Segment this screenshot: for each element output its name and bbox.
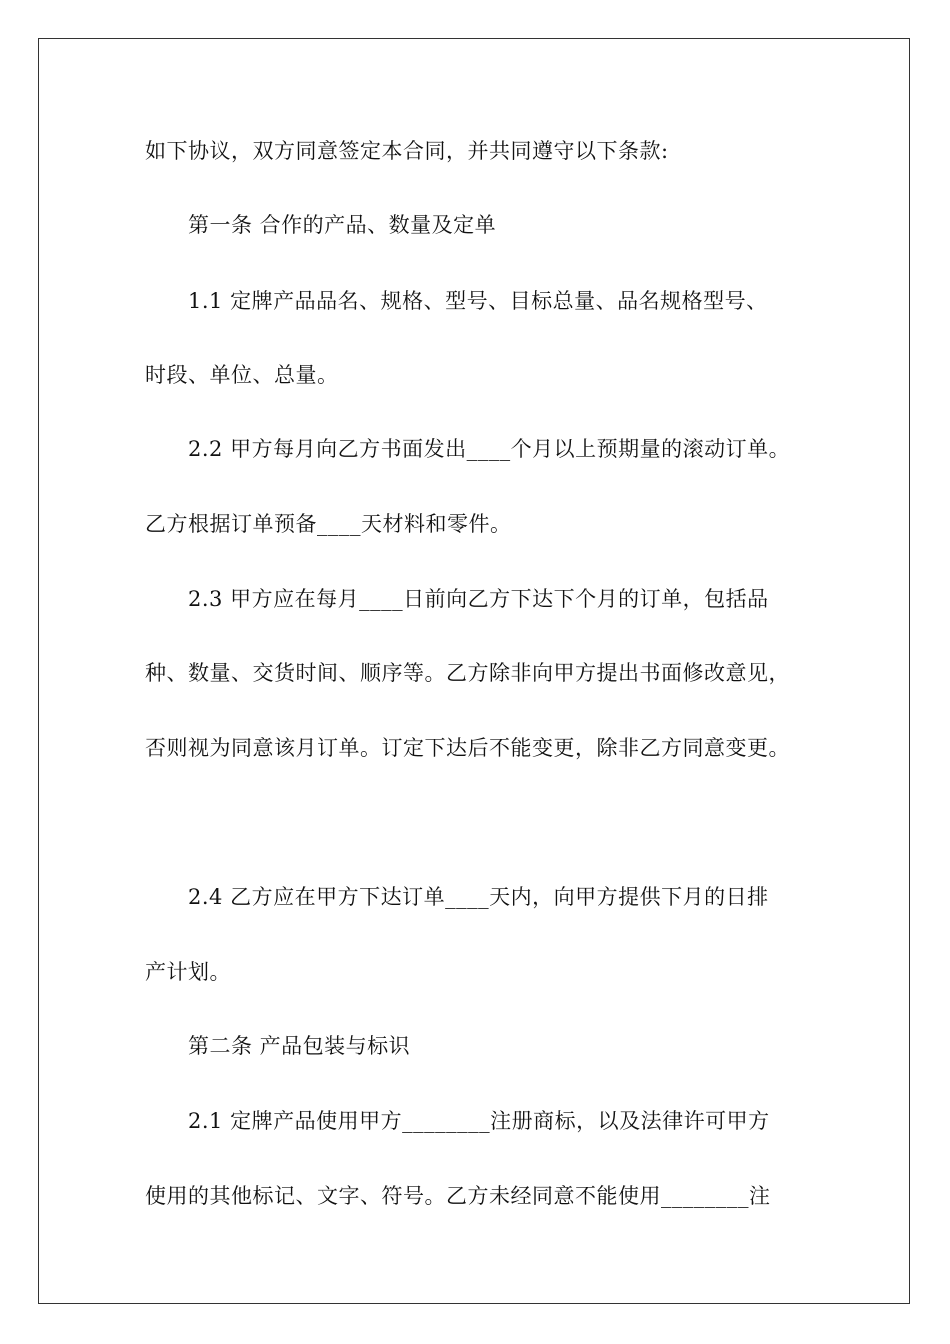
text-line-intro: 如下协议，双方同意签定本合同，并共同遵守以下条款:	[145, 139, 669, 163]
clause-2-2: 2.2 甲方每月向乙方书面发出____个月以上预期量的滚动订单。	[188, 437, 791, 461]
clause-2-3-cont-1: 种、数量、交货时间、顺序等。乙方除非向甲方提出书面修改意见，	[145, 661, 790, 685]
clause-1-1-cont: 时段、单位、总量。	[145, 363, 339, 387]
clause-2-3-cont-2: 否则视为同意该月订单。订定下达后不能变更，除非乙方同意变更。	[145, 736, 790, 760]
clause-2-1: 2.1 定牌产品使用甲方________注册商标，以及法律许可甲方	[188, 1109, 770, 1133]
clause-2-4: 2.4 乙方应在甲方下达订单____天内，向甲方提供下月的日排	[188, 885, 769, 909]
clause-2-4-cont: 产计划。	[145, 960, 231, 984]
clause-2-1-cont: 使用的其他标记、文字、符号。乙方未经同意不能使用________注	[145, 1184, 771, 1208]
section-heading-2: 第二条 产品包装与标识	[188, 1034, 411, 1058]
clause-2-3: 2.3 甲方应在每月____日前向乙方下达下个月的订单，包括品	[188, 587, 769, 611]
clause-1-1: 1.1 定牌产品品名、规格、型号、目标总量、品名规格型号、	[188, 289, 768, 313]
clause-2-2-cont: 乙方根据订单预备____天材料和零件。	[145, 512, 512, 536]
section-heading-1: 第一条 合作的产品、数量及定单	[188, 213, 497, 237]
